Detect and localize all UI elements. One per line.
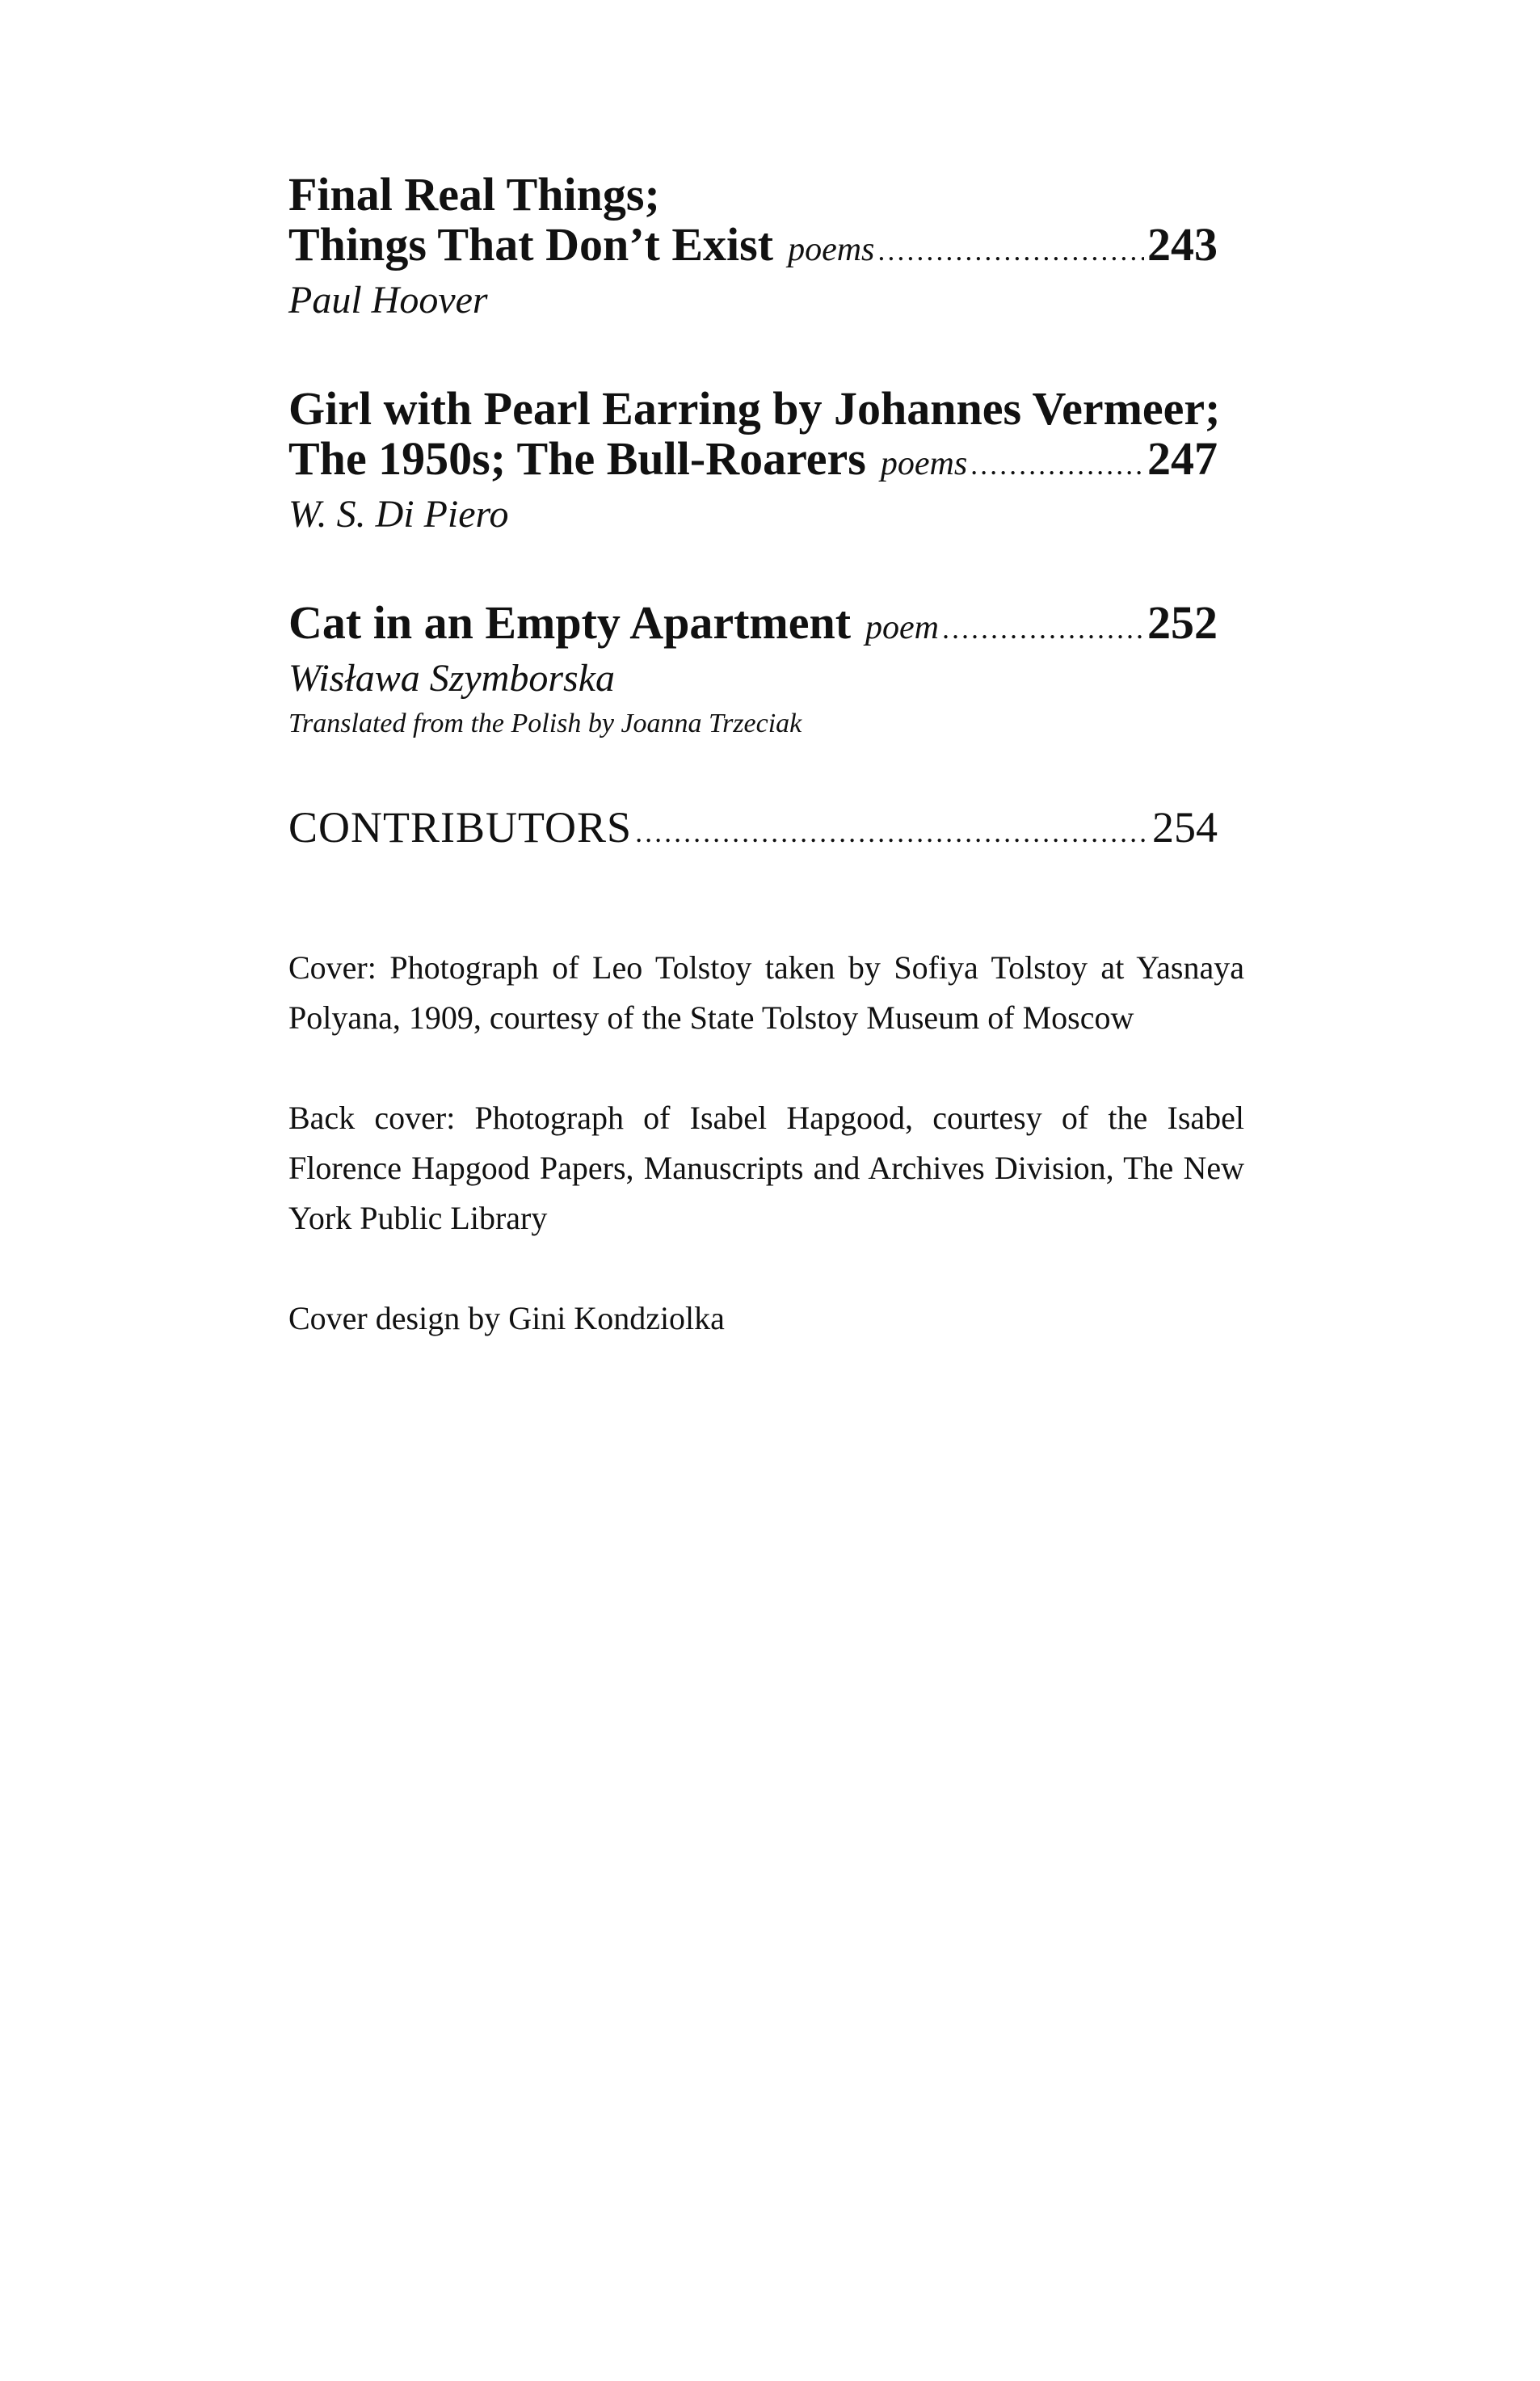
toc-entry xyxy=(288,170,1244,326)
entry-title-line: Cat in an Empty Apartment xyxy=(288,596,852,649)
entry-translator: Translated from the Polish by Joanna Trzeciak xyxy=(288,709,802,738)
entry-title-line: Final Real Things; xyxy=(288,168,660,221)
dot-leader xyxy=(942,604,1144,654)
entry-title-line: Things That Don’t Exist xyxy=(288,218,774,271)
dot-leader xyxy=(635,807,1149,857)
entry-title-line: Girl with Pearl Earring by Johannes Vermeer; xyxy=(288,382,1221,435)
toc-entry xyxy=(288,384,1244,540)
back-cover-credit: Back cover: Photograph of Isabel Hapgood, courtesy of the Isabel Florence Hapgood Papers, Manuscripts and Archives Division, The New York Public Library xyxy=(288,1100,1244,1236)
dot-leader xyxy=(877,225,1144,276)
entry-page-number: 252 xyxy=(1147,596,1218,649)
entry-leader-line xyxy=(288,598,1218,654)
entry-title-line: The 1950s; The Bull-Roarers xyxy=(288,432,866,485)
entry-genre: poem xyxy=(865,609,940,646)
contributors-page-number: 254 xyxy=(1152,803,1218,852)
contributors-line xyxy=(288,802,1218,857)
entry-author: Wisława Szymborska xyxy=(288,657,616,700)
entry-genre: poems xyxy=(880,445,968,482)
cover-design-credit: Cover design by Gini Kondziolka xyxy=(288,1300,725,1336)
entry-page-number: 243 xyxy=(1147,218,1218,271)
entry-leader-line xyxy=(288,220,1218,276)
entry-genre: poems xyxy=(788,231,875,268)
entry-author: Paul Hoover xyxy=(288,279,488,322)
table-of-contents-page xyxy=(288,170,1244,1394)
toc-entry xyxy=(288,598,1244,744)
cover-credit: Cover: Photograph of Leo Tolstoy taken by Sofiya Tolstoy at Yasnaya Polyana, 1909, courtesy of the State Tolstoy Museum of Moscow xyxy=(288,949,1244,1036)
dot-leader xyxy=(970,440,1144,490)
entry-author: W. S. Di Piero xyxy=(288,493,509,536)
entry-page-number: 247 xyxy=(1147,432,1218,485)
contributors-label: CONTRIBUTORS xyxy=(288,803,633,852)
entry-leader-line xyxy=(288,434,1218,490)
